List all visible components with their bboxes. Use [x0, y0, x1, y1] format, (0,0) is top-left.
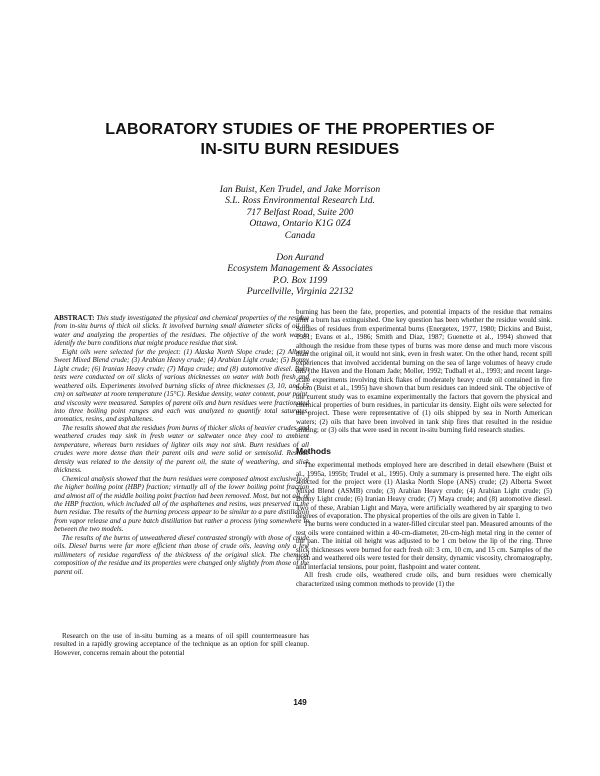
page-number: 149: [293, 698, 307, 707]
methods-paragraph: The experimental methods employed here are described in detail elsewhere (Buist et al., 1995a, 1995b; Trudel et al., 1995). Only a summary is presented here. The eight oils selected for the project were (1) Alaska North Slope (ANS) crude; (2) Alberta Sweet Mixed Blend (ASMB) crude; (3) Arabian Heavy crude; (4) Arabian Light crude; (5) Bonny Light crude; (6) Iranian Heavy crude; (7) Maya crude; and (8) automotive diesel. Two of these, Arabian Light and Maya, were artificially weathered by air sparging to two degrees of evaporation. The physical properties of the oils are given in Table 1.: [296, 461, 552, 520]
author-address: Ottawa, Ontario K1G 0Z4: [249, 218, 351, 230]
title-line: IN-SITU BURN RESIDUES: [200, 141, 400, 158]
abstract-paragraph: The results of the burns of unweathered diesel contrasted strongly with those of crude oils. Diesel burns were far more efficient than those of crude oils, leaving only a few millimeters of residue regardless of the thickness of the original slick. The chemical composition of the residue and its properties were changed only slightly from those of the parent oil.: [54, 533, 309, 576]
author-address: Purcellville, Virginia 22132: [246, 286, 354, 298]
author-address: 717 Belfast Road, Suite 200: [246, 206, 354, 218]
author-names: Ian Buist, Ken Trudel, and Jake Morrison: [219, 184, 381, 195]
author-address: P.O. Box 1199: [272, 274, 328, 286]
intro-text: [54, 632, 309, 657]
author-country: Canada: [284, 229, 316, 241]
paper-title: [60, 120, 540, 160]
title-line: LABORATORY STUDIES OF THE PROPERTIES OF: [105, 121, 495, 138]
spacer: [100, 241, 500, 252]
intro-paragraph: Research on the use of in-situ burning as a means of oil spill countermeasure has resulted in a rapidly growing acceptance of the technique as an option for spill cleanup. However, concerns remain about the potential: [54, 632, 309, 657]
author-affiliation: S.L. Ross Environmental Research Ltd.: [225, 195, 375, 207]
author-name: Don Aurand: [276, 252, 324, 264]
abstract-paragraph: Eight oils were selected for the project: (1) Alaska North Slope crude; (2) Alberta Sweet Mixed Blend crude; (3) Arabian Heavy crude; (4) Arabian Light crude; (5) Bonny Light crude; (6) Iranian Heavy crude; (7) Maya crude; and (8) automotive diesel. Burn tests were conducted on oil slicks of various thicknesses on water with both fresh and weathered oils. Experiments involved burning slicks of three thicknesses (3, 10, and 15 cm) on saltwater at room temperature (15°C). Residue density, water content, pour point, and viscosity were measured. Samples of parent oils and burn residues were fractionated into three boiling point ranges and each was analyzed to quantify total saturates, aromatics, resins, and asphaltenes.: [54, 347, 309, 424]
right-column: [296, 308, 552, 588]
section-heading-methods: Methods: [296, 445, 331, 456]
abstract-paragraph: The results showed that the residues from burns of thicker slicks of heavier crudes and weathered crudes may sink in fresh water or saltwater once they cool to ambient temperature, whereas burn residues of lighter oils may not sink. Burn residues of all crudes were more dense than their parent oils and were solid or semisolid. Residue density was related to the density of the parent oil, the state of weathering, and slick thickness.: [54, 423, 309, 475]
abstract-paragraph: [54, 314, 309, 348]
author-affiliation: Ecosystem Management & Associates: [227, 263, 373, 275]
left-column: [54, 314, 309, 576]
methods-paragraph: The burns were conducted in a water-filled circular steel pan. Measured amounts of the test oils were contained within a 40-cm-diameter, 20-cm-high metal ring in the center of the pan. The initial oil height was adjusted to be 1 cm below the lip of the ring. Three slick thicknesses were burned for each fresh oil: 3 cm, 10 cm, and 15 cm. Samples of the fresh and weathered oils were tested for their density, dynamic viscosity, chromatography, and interfacial tensions, pour point, flashpoint and water content.: [296, 520, 552, 571]
body-paragraph: burning has been the fate, properties, and potential impacts of the residue that remains after a burn has extinguished. One key question has been whether the residue would sink. Studies of residues from experimental burns (Energetex, 1977, 1980; Dickins and Buist, 1981; Evans et al., 1986; Smith and Diaz, 1987; Guenette et al., 1994) showed that although the residue from these types of burns was more dense and much more viscous than the original oil, it would not sink, even in fresh water. On the other hand, recent spill experiences that involved accidental burning on the sea of large volumes of heavy crude oils (the Haven and the Honam Jade; Moller, 1992; Tudball et al., 1993; and recent large-scale experiments involving thick flakes of moderately heavy crude oil contained in fire boom (Buist et al., 1995) have shown that burn residues can indeed sink. The objective of the current study was to examine experimentally the factors that govern the physical and chemical properties of burn residues, in particular its density. Eight oils were selected for the project. These were representative of (1) oils shipped by sea in North American waters; (2) oils that have been involved in tank ship fires that resulted in the residue sinking; or (3) oils that were used in recent in-situ burning field research studies.: [296, 308, 552, 435]
methods-paragraph: All fresh crude oils, weathered crude oils, and burn residues were chemically characterized using common methods to provide (1) the: [296, 571, 552, 588]
abstract-label: ABSTRACT:: [54, 314, 95, 322]
abstract-text: This study investigated the physical and chemical properties of the residue from in-situ burns of thick oil slicks. It involved burning small diameter slicks of oil on water and analyzing the properties of the residues. The objective of the work was to identify the burn conditions that might produce residue that sink.: [54, 314, 309, 348]
author-block: [100, 184, 500, 298]
abstract-paragraph: Chemical analysis showed that the burn residues were composed almost exclusively of the higher boiling point (HBP) fraction; virtually all of the lower boiling point fraction and almost all of the middle boiling point fraction had been removed. Most, but not all, of the HBP fraction, which included all of the asphaltenes and resins, was preserved in the burn residue. The results of the burning process appear to be similar to a pure distillation from vapor release and a pure batch distillation but rather a process lying somewhere in between the two models.: [54, 474, 309, 534]
